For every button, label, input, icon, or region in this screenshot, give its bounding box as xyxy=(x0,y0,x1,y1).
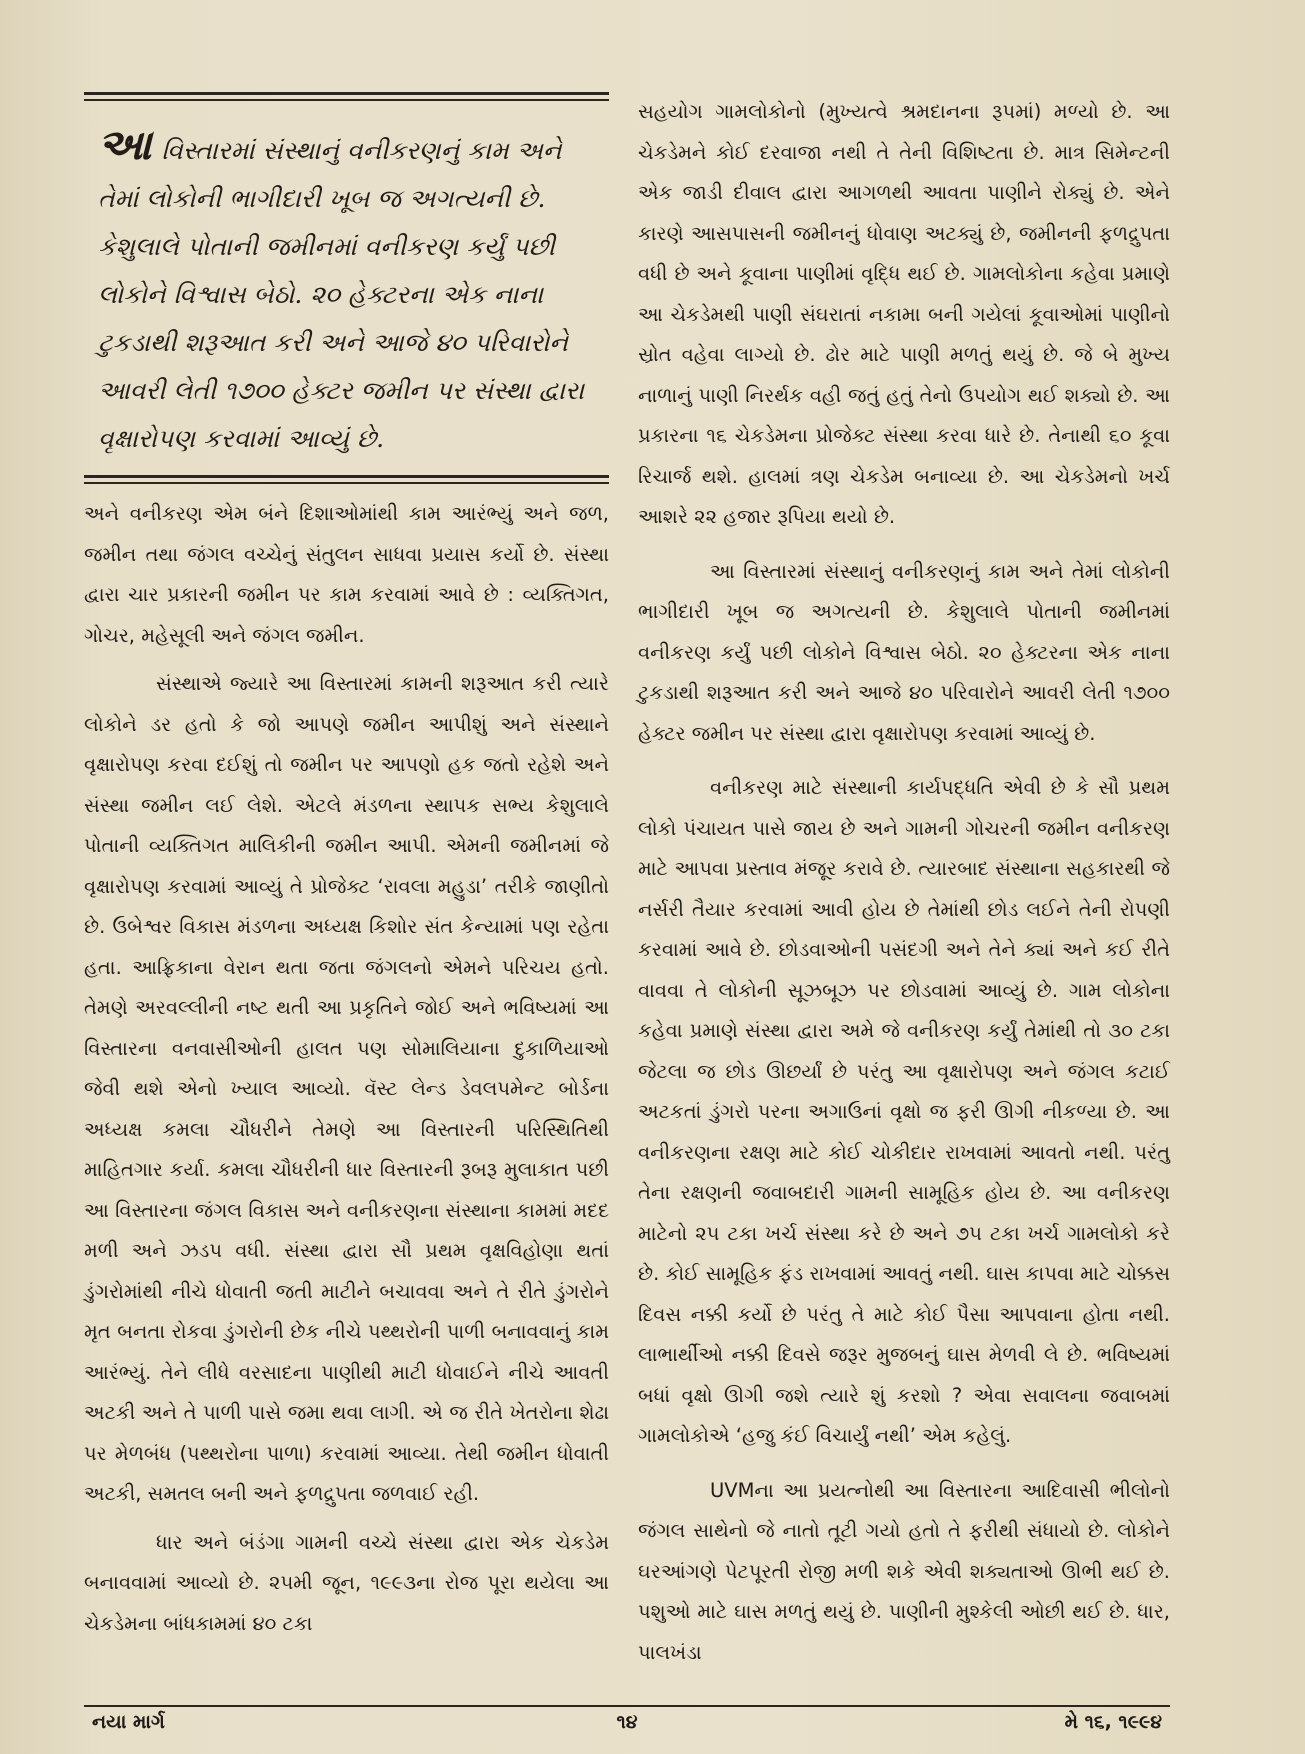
left-paragraph-1: અને વનીકરણ એમ બંને દિશાઓમાંથી કામ આરંભ્યું અને જળ, જમીન તથા જંગલ વચ્ચેનું સંતુલન સાધવા પ્રયાસ કર્યો છે. સંસ્થા દ્વારા ચાર પ્રકારની જમીન પર કામ કરવામાં આવે છે : વ્યક્તિગત, ગોચર, મહેસૂલી અને જંગલ જમીન. xyxy=(84,502,609,647)
right-column xyxy=(638,92,1170,1673)
right-paragraph-1: સહયોગ ગામલોકોનો (મુખ્યત્વે શ્રમદાનના રૂપમાં) મળ્યો છે. આ ચેકડેમને કોઈ દરવાજા નથી તે તેની વિશિષ્ટતા છે. માત્ર સિમેન્ટની એક જાડી દીવાલ દ્વારા આગળથી આવતા પાણીને રોક્યું છે. એને કારણે આસપાસની જમીનનું ધોવાણ અટક્યું છે, જમીનની ફળદ્રુપતા વધી છે અને કૂવાના પાણીમાં વૃદ્ધિ થઈ છે. ગામલોકોના કહેવા પ્રમાણે આ ચેકડેમથી પાણી સંઘરાતાં નકામા બની ગયેલાં કૂવાઓમાં પાણીનો સ્રોત વહેવા લાગ્યો છે. ઢોર માટે પાણી મળતું થયું છે. જે બે મુખ્ય નાળાનું પાણી નિરર્થક વહી જતું હતું તેનો ઉપયોગ થઈ શક્યો છે. આ પ્રકારના ૧૬ ચેકડેમના પ્રોજેક્ટ સંસ્થા કરવા ધારે છે. તેનાથી ૬૦ કૂવા રિચાર્જ થશે. હાલમાં ત્રણ ચેકડેમ બનાવ્યા છે. આ ચેકડેમનો ખર્ચ આશરે ૨૨ હજાર રૂપિયા થયો છે. xyxy=(638,100,1170,528)
left-column xyxy=(84,92,609,1644)
pull-quote-top-rule xyxy=(84,92,609,101)
magazine-name: નયા માર્ગ xyxy=(92,1711,165,1733)
right-paragraph-4: UVMના આ પ્રયત્નોથી આ વિસ્તારના આદિવાસી ભીલોનો જંગલ સાથેનો જે નાતો તૂટી ગયો હતો તે ફરીથી સંધાયો છે. લોકોને ઘરઆંગણે પેટપૂરતી રોજી મળી શકે એવી શક્યતાઓ ઊભી થઈ છે. પશુઓ માટે ઘાસ મળતું થયું છે. પાણીની મુશ્કેલી ઓછી થઈ છે. ધાર, પાલખંડા xyxy=(638,1478,1170,1664)
issue-date: મે ૧૬, ૧૯૯૪ xyxy=(1064,1711,1162,1733)
left-paragraph-3: ધાર અને બંડંગા ગામની વચ્ચે સંસ્થા દ્વારા એક ચેકડેમ બનાવવામાં આવ્યો છે. ૨૫મી જૂન, ૧૯૯૩ના રોજ પૂરા થયેલા આ ચેકડેમના બાંધકામમાં ૪૦ ટકા xyxy=(84,1530,609,1635)
right-paragraph-3: વનીકરણ માટે સંસ્થાની કાર્યપદ્ધતિ એવી છે કે સૌ પ્રથમ લોકો પંચાયત પાસે જાય છે અને ગામની ગોચરની જમીન વનીકરણ માટે આપવા પ્રસ્તાવ મંજૂર કરાવે છે. ત્યારબાદ સંસ્થાના સહકારથી જે નર્સરી તૈયાર કરવામાં આવી હોય છે તેમાંથી છોડ લઈને તેની રોપણી કરવામાં આવે છે. છોડવાઓની પસંદગી અને તેને ક્યાં અને કઈ રીતે વાવવા તે લોકોની સૂઝબૂઝ પર છોડવામાં આવ્યું છે. ગામ લોકોના કહેવા પ્રમાણે સંસ્થા દ્વારા અમે જે વનીકરણ કર્યું તેમાંથી તો ૩૦ ટકા જેટલા જ છોડ ઊછર્યાં છે પરંતુ આ વૃક્ષારોપણ અને જંગલ કટાઈ અટકતાં ડુંગરો પરના અગાઉનાં વૃક્ષો જ ફરી ઊગી નીકળ્યા છે. આ વનીકરણના રક્ષણ માટે કોઈ ચોકીદાર રાખવામાં આવતો નથી. પરંતુ તેના રક્ષણની જવાબદારી ગામની સામૂહિક હોય છે. આ વનીકરણ માટેનો ૨૫ ટકા ખર્ચ સંસ્થા કરે છે અને ૭૫ ટકા ખર્ચ ગામલોકો કરે છે. કોઈ સામૂહિક ફંડ રાખવામાં આવતું નથી. ઘાસ કાપવા માટે ચોક્કસ દિવસ નક્કી કર્યો છે પરંતુ તે માટે કોઈ પૈસા આપવાના હોતા નથી. લાભાર્થીઓ નક્કી દિવસે જરૂર મુજબનું ઘાસ મેળવી લે છે. ભવિષ્યમાં બધાં વૃક્ષો ઊગી જશે ત્યારે શું કરશો ? એવા સવાલના જવાબમાં ગામલોકોએ ‘હજુ કંઈ વિચાર્યું નથી’ એમ કહેલું. xyxy=(638,776,1170,1447)
right-paragraph-2: આ વિસ્તારમાં સંસ્થાનું વનીકરણનું કામ અને તેમાં લોકોની ભાગીદારી ખૂબ જ અગત્યની છે. કેશુલાલે પોતાની જમીનમાં વનીકરણ કર્યું પછી લોકોને વિશ્વાસ બેઠો. ૨૦ હેક્ટરના એક નાના ટુકડાથી શરૂઆત કરી અને આજે ૪૦ પરિવારોને આવરી લેતી ૧૭૦૦ હેક્ટર જમીન પર સંસ્થા દ્વારા વૃક્ષારોપણ કરવામાં આવ્યું છે. xyxy=(638,559,1170,745)
left-paragraph-2: સંસ્થાએ જ્યારે આ વિસ્તારમાં કામની શરૂઆત કરી ત્યારે લોકોને ડર હતો કે જો આપણે જમીન આપીશું અને સંસ્થાને વૃક્ષારોપણ કરવા દઈશું તો જમીન પર આપણો હક જતો રહેશે અને સંસ્થા જમીન લઈ લેશે. એટલે મંડળના સ્થાપક સભ્ય કેશુલાલે પોતાની વ્યક્તિગત માલિકીની જમીન આપી. એમની જમીનમાં જે વૃક્ષારોપણ કરવામાં આવ્યું તે પ્રોજેક્ટ ‘રાવલા મહુડા’ તરીકે જાણીતો છે. ઉબેશ્વર વિકાસ મંડળના અધ્યક્ષ કિશોર સંત કેન્યામાં પણ રહેતા હતા. આફ્રિકાના વેરાન થતા જતા જંગલનો એમને પરિચય હતો. તેમણે અરવલ્લીની નષ્ટ થતી આ પ્રકૃતિને જોઈ અને ભવિષ્યમાં આ વિસ્તારના વનવાસીઓની હાલત પણ સોમાલિયાના દુકાળિયાઓ જેવી થશે એનો ખ્યાલ આવ્યો. વૅસ્ટ લેન્ડ ડેવલપમેન્ટ બોર્ડના અધ્યક્ષ કમલા ચૌધરીને તેમણે આ વિસ્તારની પરિસ્થિતિથી માહિતગાર કર્યા. કમલા ચૌધરીની ધાર વિસ્તારની રૂબરૂ મુલાકાત પછી આ વિસ્તારના જંગલ વિકાસ અને વનીકરણના સંસ્થાના કામમાં મદદ મળી અને ઝડપ વધી. સંસ્થા દ્વારા સૌ પ્રથમ વૃક્ષવિહોણા થતાં ડુંગરોમાંથી નીચે ધોવાતી જતી માટીને બચાવવા અને તે રીતે ડુંગરોને મૃત બનતા રોકવા ડુંગરોની છેક નીચે પથ્થરોની પાળી બનાવવાનું કામ આરંભ્યું. તેને લીધે વરસાદના પાણીથી માટી ધોવાઈને નીચે આવતી અટકી અને તે પાળી પાસે જમા થવા લાગી. એ જ રીતે ખેતરોના શેઢા પર મેળબંધ (પથ્થરોના પાળા) કરવામાં આવ્યા. તેથી જમીન ધોવાતી અટકી, સમતલ બની અને ફળદ્રુપતા જળવાઈ રહી. xyxy=(84,672,609,1505)
page-number: ૧૪ xyxy=(616,1711,638,1733)
pull-quote-bottom-rule xyxy=(84,475,609,484)
pull-quote-text: વિસ્તારમાં સંસ્થાનું વનીકરણનું કામ અને તેમાં લોકોની ભાગીદારી ખૂબ જ અગત્યની છે. કેશુલાલે પોતાની જમીનમાં વનીકરણ કર્યું પછી લોકોને વિશ્વાસ બેઠો. ૨૦ હેક્ટરના એક નાના ટુકડાથી શરૂઆત કરી અને આજે ૪૦ પરિવારોને આવરી લેતી ૧૭૦૦ હેક્ટર જમીન પર સંસ્થા દ્વારા વૃક્ષારોપણ કરવામાં આવ્યું છે. xyxy=(98,136,585,453)
pull-quote-lead-word: આ xyxy=(98,120,152,169)
page-footer xyxy=(84,1705,1170,1737)
pull-quote xyxy=(84,101,609,475)
